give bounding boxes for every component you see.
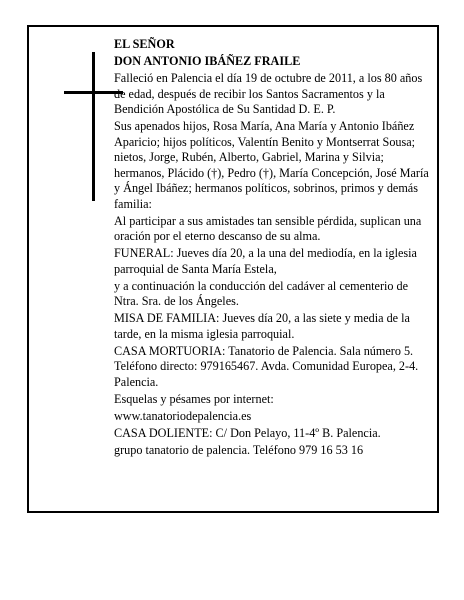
website-link: www.tanatoriodepalencia.es (114, 408, 252, 423)
funeral-group-contact: grupo tanatorio de palencia. Teléfono 979 16 53 16 (114, 442, 364, 457)
obituary-text (114, 37, 434, 460)
prayer-request: Al participar a sus amistades tan sensible pérdida, suplican una oración por el eterno descanso de su alma. (114, 213, 422, 243)
family-mass-info: MISA DE FAMILIA: Jueves día 20, a las siete y media de la tarde, en la misma iglesia parroquial. (114, 311, 410, 341)
funeral-home-info: CASA MORTUORIA: Tanatorio de Palencia. Sala número 5. Teléfono directo: 979165467. Avda. Comunidad Europea, 2-4. Palencia. (114, 343, 419, 389)
mourning-house-info: CASA DOLIENTE: C/ Don Pelayo, 11-4º B. Palencia. (114, 425, 381, 440)
deceased-name: DON ANTONIO IBÁÑEZ FRAILE (114, 54, 301, 68)
obituary-notice (27, 25, 439, 513)
burial-info: y a continuación la conducción del cadáver al cementerio de Ntra. Sra. de los Ángeles. (114, 278, 409, 308)
family-list: Sus apenados hijos, Rosa María, Ana María y Antonio Ibáñez Aparicio; hijos políticos, Valentín Benito y Montserrat Sousa; nietos, Jorge, Rubén, Alberto, Gabriel, Marina y Silvia; hermanos, Plácido (†), Pedro (†), María Concepción, José María y Ángel Ibáñez; hermanos políticos, sobrinos, primos y demás familia: (114, 119, 429, 211)
death-announcement: Falleció en Palencia el día 19 de octubre de 2011, a los 80 años de edad, después de recibir los Santos Sacramentos y la Bendición Apostólica de Su Santidad D. E. P. (114, 71, 423, 116)
funeral-info: FUNERAL: Jueves día 20, a la una del mediodía, en la iglesia parroquial de Santa María Estela, (114, 246, 417, 276)
notice-title: EL SEÑOR (114, 37, 175, 51)
internet-condolences-label: Esquelas y pésames por internet: (114, 391, 274, 406)
